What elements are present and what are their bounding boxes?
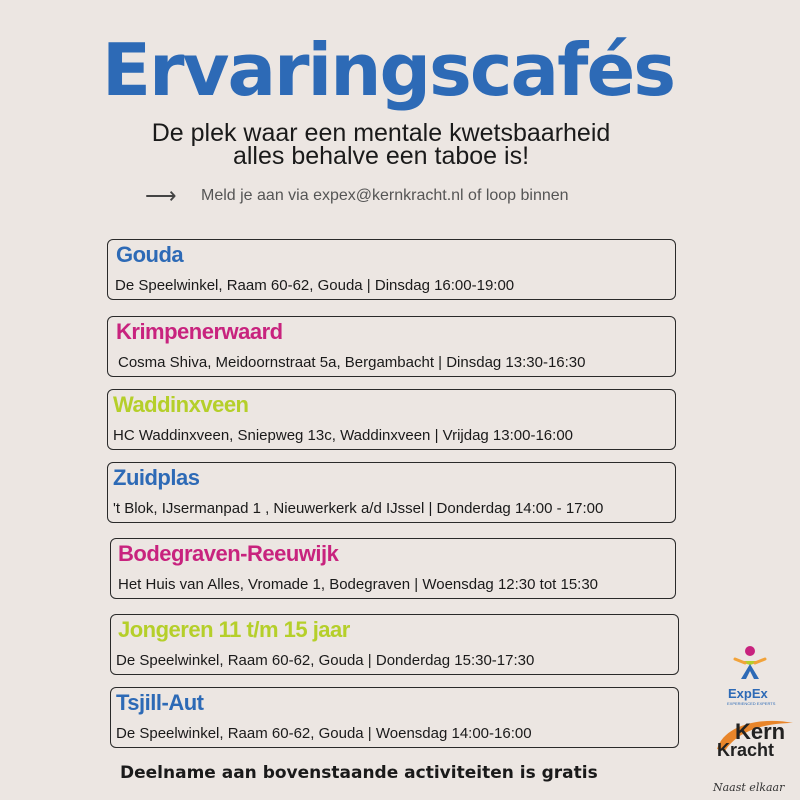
footer-note: Deelname aan bovenstaande activiteiten is gratis [120, 763, 598, 783]
location-details: Cosma Shiva, Meidoornstraat 5a, Bergambacht | Dinsdag 13:30-16:30 [118, 354, 586, 371]
location-details: 't Blok, IJsermanpad 1 , Nieuwerkerk a/d IJssel | Donderdag 14:00 - 17:00 [113, 500, 604, 517]
kernkracht-tagline: Naast elkaar [713, 781, 785, 794]
location-name: Bodegraven-Reeuwijk [118, 541, 339, 566]
location-details: De Speelwinkel, Raam 60-62, Gouda | Dinsdag 16:00-19:00 [115, 277, 515, 294]
expex-tagline: EXPERIENCED EXPERTS [727, 701, 776, 706]
location-name: Jongeren 11 t/m 15 jaar [118, 617, 350, 642]
location-details: De Speelwinkel, Raam 60-62, Gouda | Woensdag 14:00-16:00 [116, 725, 532, 742]
expex-logo-text: ExpEx [728, 686, 768, 701]
kernkracht-logo-text [717, 719, 786, 760]
location-card-jongeren [110, 614, 679, 675]
arrow-right-icon: ⟶ [145, 183, 177, 208]
location-card-zuidplas [107, 462, 676, 523]
logo-group [705, 645, 795, 795]
page-title: Ervaringscafés [101, 28, 675, 112]
location-card-krimpenerwaard [107, 316, 676, 377]
location-details: HC Waddinxveen, Sniepweg 13c, Waddinxveen | Vrijdag 13:00-16:00 [113, 427, 573, 444]
subtitle-line-1: De plek waar een mentale kwetsbaarheid [151, 119, 611, 147]
subtitle-line-2: alles behalve een taboe is! [232, 142, 530, 170]
kracht-word: Kracht [717, 740, 775, 760]
location-card-waddinxveen [107, 389, 676, 450]
signup-note [145, 183, 665, 209]
location-name: Tsjill-Aut [116, 690, 204, 715]
location-name: Gouda [116, 242, 184, 267]
location-details: De Speelwinkel, Raam 60-62, Gouda | Donderdag 15:30-17:30 [116, 652, 535, 669]
location-name: Krimpenerwaard [116, 319, 283, 344]
location-card-bodegraven-reeuwijk [110, 538, 676, 599]
location-name: Zuidplas [113, 465, 200, 490]
subtitle [0, 119, 762, 170]
expex-figure-icon [705, 645, 795, 687]
location-card-tsjill-aut [110, 687, 679, 748]
signup-text: Meld je aan via expex@kernkracht.nl of loop binnen [201, 187, 569, 204]
kern-word: Kern [735, 719, 786, 744]
location-card-gouda [107, 239, 676, 300]
location-details: Het Huis van Alles, Vromade 1, Bodegraven | Woensdag 12:30 tot 15:30 [118, 576, 599, 593]
location-name: Waddinxveen [113, 392, 249, 417]
